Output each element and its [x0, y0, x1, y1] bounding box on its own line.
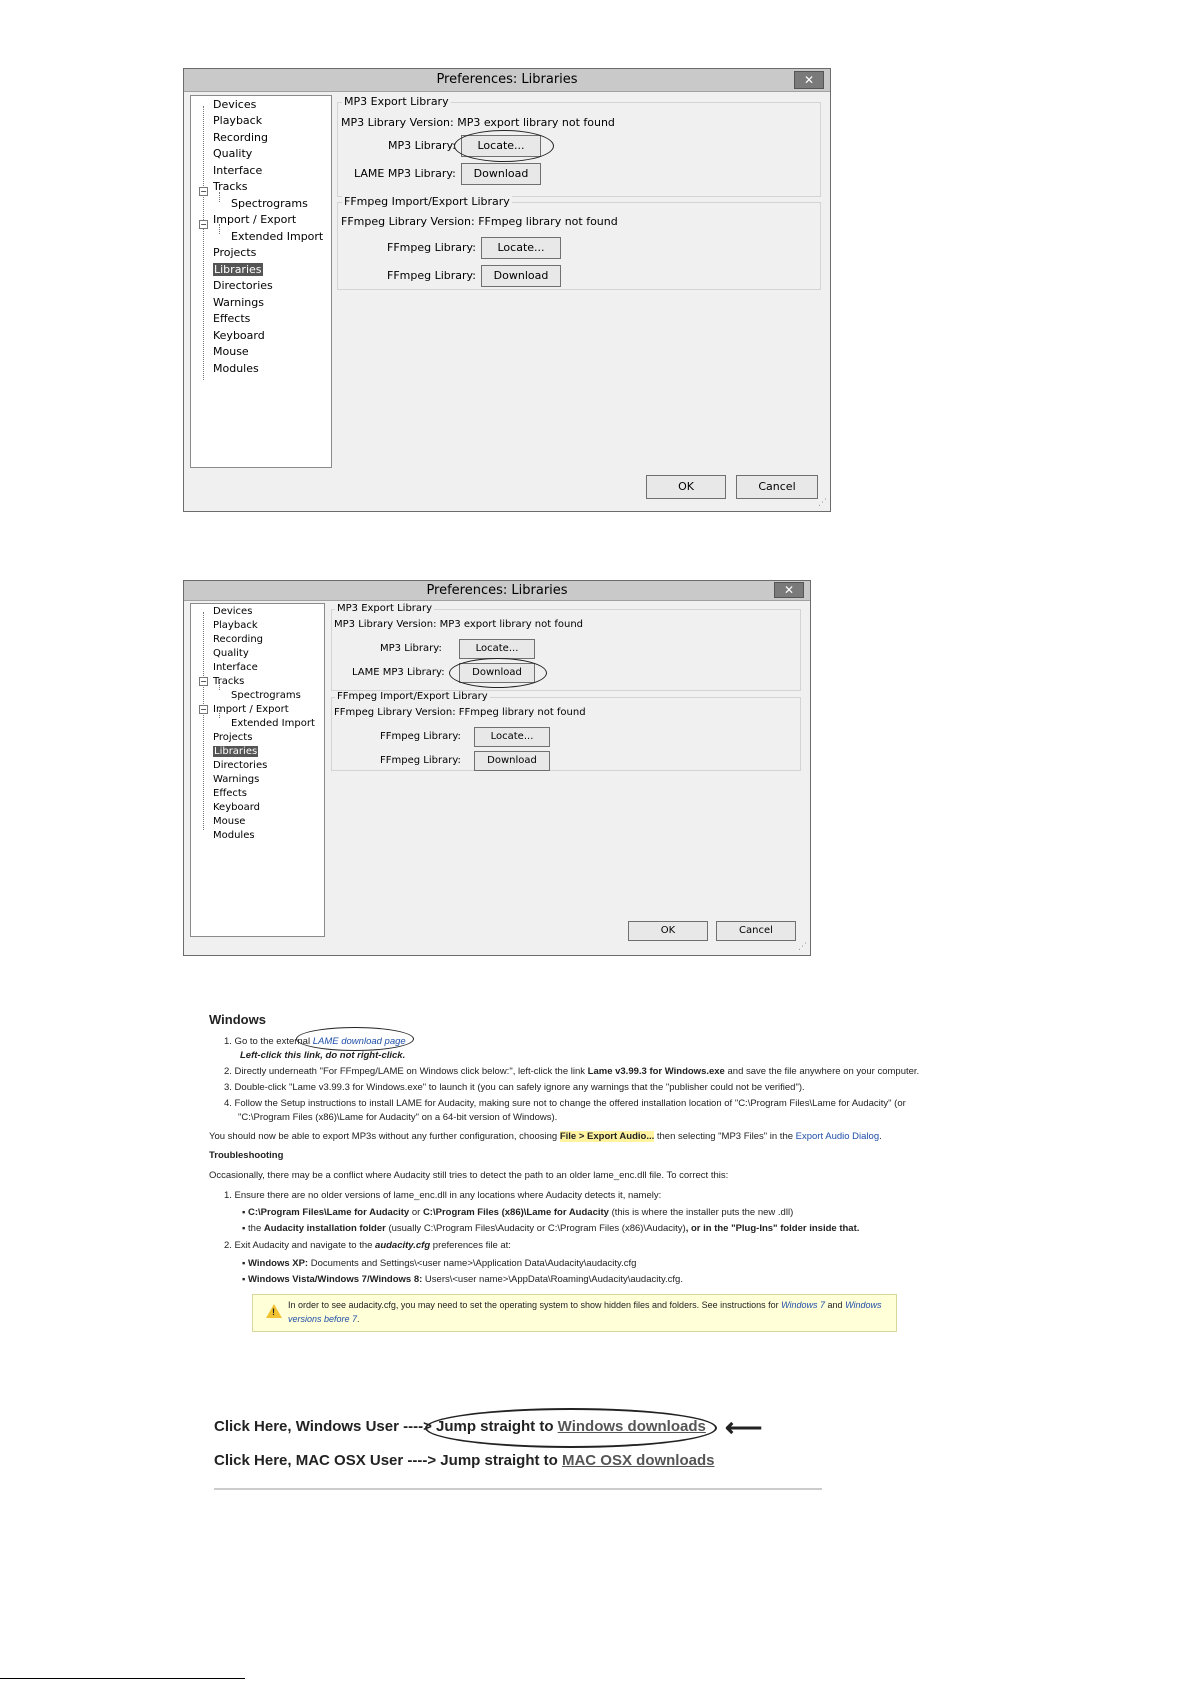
arrow-icon: ⟵ [725, 1412, 763, 1442]
warning-exclamation: ! [272, 1307, 275, 1317]
dialog-title: Preferences: Libraries [436, 72, 578, 87]
mac-jump-line: Click Here, MAC OSX User ----> Jump straight to MAC OSX downloads [214, 1452, 715, 1469]
tree-item-effects[interactable]: Effects [213, 788, 247, 799]
resize-grip-icon[interactable]: ⋰ [818, 498, 827, 508]
ffmpeg-locate-button[interactable]: Locate... [481, 237, 561, 259]
tree-item-mouse[interactable]: Mouse [213, 345, 249, 358]
lame-download-button[interactable]: Download [461, 163, 541, 185]
lame-library-label: LAME MP3 Library: [354, 167, 456, 180]
tree-item-tracks[interactable]: Tracks [213, 676, 245, 687]
preferences-dialog-1 [183, 68, 831, 512]
ffmpeg-group-title: FFmpeg Import/Export Library [344, 195, 510, 208]
windows-link[interactable]: Windows [845, 1300, 882, 1310]
ffmpeg-version-text: FFmpeg Library Version: FFmpeg library not found [341, 215, 618, 228]
tree-item-modules[interactable]: Modules [213, 362, 259, 375]
highlight-circle [449, 658, 547, 688]
lame-library-label: LAME MP3 Library: [352, 667, 445, 678]
tree-item-modules[interactable]: Modules [213, 830, 255, 841]
ffmpeg-library-label-2: FFmpeg Library: [380, 755, 461, 766]
preferences-tree [190, 95, 332, 468]
ffmpeg-locate-button[interactable]: Locate... [474, 727, 550, 747]
mp3-version-text: MP3 Library Version: MP3 export library not found [341, 116, 615, 129]
trouble-step-2: 2. Exit Audacity and navigate to the audacity.cfg preferences file at: [224, 1240, 511, 1251]
windows-jump-line: Click Here, Windows User ----> Jump straight to Windows downloads [214, 1418, 706, 1435]
tree-item-devices[interactable]: Devices [213, 98, 257, 111]
windows7-link[interactable]: Windows 7 [781, 1300, 826, 1310]
highlight-circle [296, 1027, 414, 1051]
tree-item-projects[interactable]: Projects [213, 246, 257, 259]
export-note: You should now be able to export MP3s without any further configuration, choosing File > Export Audio... then selecting "MP3 Files" in the Export Audio Dialog. [209, 1131, 882, 1142]
warning-text: In order to see audacity.cfg, you may need to set the operating system to show hidden files and folders. See instructions for Windows 7 and Windows [288, 1300, 882, 1310]
divider [214, 1488, 822, 1490]
tree-item-warnings[interactable]: Warnings [213, 774, 260, 785]
footnote-rule [0, 1678, 245, 1679]
tree-item-devices[interactable]: Devices [213, 606, 253, 617]
resize-grip-icon[interactable]: ⋰ [798, 942, 807, 952]
troubleshooting-heading: Troubleshooting [209, 1150, 284, 1161]
tree-item-quality[interactable]: Quality [213, 147, 253, 160]
ffmpeg-download-button[interactable]: Download [474, 751, 550, 771]
tree-item-interface[interactable]: Interface [213, 662, 258, 673]
tree-item-quality[interactable]: Quality [213, 648, 249, 659]
mp3-library-label: MP3 Library: [388, 139, 456, 152]
troubleshooting-text: Occasionally, there may be a conflict where Audacity still tries to detect the path to an older lame_enc.dll file. To correct this: [209, 1170, 729, 1181]
tree-item-import-export[interactable]: Import / Export [213, 213, 297, 226]
ffmpeg-download-button[interactable]: Download [481, 265, 561, 287]
step-3: 3. Double-click "Lame v3.99.3 for Windows.exe" to launch it (you can safely ignore any warnings that the "publisher could not be verified"). [224, 1082, 805, 1093]
ffmpeg-library-label: FFmpeg Library: [387, 241, 476, 254]
cancel-button[interactable]: Cancel [716, 921, 796, 941]
tree-item-playback[interactable]: Playback [213, 114, 263, 127]
tree-item-recording[interactable]: Recording [213, 131, 269, 144]
mp3-locate-button[interactable]: Locate... [459, 639, 535, 659]
step-4: 4. Follow the Setup instructions to install LAME for Audacity, making sure not to change the offered installation location of "C:\Program Files\Lame for Audacity" (or [224, 1098, 906, 1109]
ffmpeg-group-title: FFmpeg Import/Export Library [337, 691, 488, 702]
collapse-import-export-icon[interactable]: − [200, 220, 207, 229]
step-1-note: Left-click this link, do not right-click. [240, 1050, 406, 1061]
tree-item-directories[interactable]: Directories [213, 760, 268, 771]
ffmpeg-version-text: FFmpeg Library Version: FFmpeg library not found [334, 707, 586, 718]
ok-button[interactable]: OK [628, 921, 708, 941]
dialog-title: Preferences: Libraries [426, 583, 568, 598]
tree-item-playback[interactable]: Playback [213, 620, 258, 631]
cancel-button[interactable]: Cancel [736, 475, 818, 499]
tree-connector [203, 106, 204, 380]
versions-before-7-link[interactable]: versions before 7 [288, 1314, 358, 1324]
tree-item-libraries[interactable]: Libraries [214, 263, 262, 276]
ok-button[interactable]: OK [646, 475, 726, 499]
mp3-locate-button[interactable]: Locate... [461, 135, 541, 157]
mp3-group-title: MP3 Export Library [344, 95, 449, 108]
tree-item-mouse[interactable]: Mouse [213, 816, 246, 827]
ffmpeg-library-label: FFmpeg Library: [380, 731, 461, 742]
tree-item-interface[interactable]: Interface [213, 164, 263, 177]
tree-item-spectrograms[interactable]: Spectrograms [231, 690, 301, 701]
lame-download-link[interactable]: LAME download page [312, 1036, 406, 1047]
tree-connector [203, 612, 204, 830]
tree-connector [219, 192, 220, 202]
tree-item-recording[interactable]: Recording [213, 634, 264, 645]
mp3-library-label: MP3 Library: [380, 643, 442, 654]
tree-item-keyboard[interactable]: Keyboard [213, 802, 261, 813]
collapse-tracks-icon[interactable]: − [200, 187, 207, 196]
title-bar [184, 581, 810, 601]
tree-item-import-export[interactable]: Import / Export [213, 704, 289, 715]
trouble-step-2b: ▪ Windows Vista/Windows 7/Windows 8: Users\<user name>\AppData\Roaming\Audacity\audacity.cfg. [242, 1274, 683, 1285]
lame-download-button[interactable]: Download [459, 663, 535, 683]
tree-item-extended-import[interactable]: Extended Import [231, 718, 315, 729]
tree-item-tracks[interactable]: Tracks [213, 180, 248, 193]
step-4-cont: "C:\Program Files (x86)\Lame for Audacity" on a 64-bit version of Windows). [238, 1112, 558, 1123]
highlight-circle [454, 130, 554, 162]
trouble-step-1a: ▪ C:\Program Files\Lame for Audacity or C:\Program Files (x86)\Lame for Audacity (this is where the installer puts the new .dll) [242, 1207, 794, 1218]
step-1: 1. Go to the external LAME download page [224, 1036, 406, 1047]
trouble-step-1b: ▪ the Audacity installation folder (usually C:\Program Files\Audacity or C:\Program Files (x86)\Audacity), or in the "Plug-Ins" folder inside that. [242, 1223, 860, 1234]
tree-item-directories[interactable]: Directories [213, 279, 273, 292]
step-2: 2. Directly underneath "For FFmpeg/LAME on Windows click below:", left-click the link Lame v3.99.3 for Windows.exe and save the file anywhere on your computer. [224, 1066, 920, 1077]
tree-item-effects[interactable]: Effects [213, 312, 251, 325]
highlight-circle [425, 1408, 717, 1448]
mac-downloads-link[interactable]: MAC OSX downloads [561, 1452, 715, 1469]
collapse-import-export-icon[interactable]: − [200, 705, 207, 714]
tree-item-projects[interactable]: Projects [213, 732, 253, 743]
collapse-tracks-icon[interactable]: − [200, 677, 207, 686]
title-bar [184, 69, 830, 92]
mp3-group-title: MP3 Export Library [337, 603, 433, 614]
preferences-dialog-2 [183, 580, 811, 956]
trouble-step-1: 1. Ensure there are no older versions of lame_enc.dll in any locations where Audacity detects it, namely: [224, 1190, 662, 1201]
tree-item-keyboard[interactable]: Keyboard [213, 329, 265, 342]
section-heading: Windows [209, 1012, 266, 1027]
export-audio-dialog-link[interactable]: Export Audio Dialog [795, 1131, 880, 1142]
tree-item-spectrograms[interactable]: Spectrograms [231, 197, 308, 210]
windows-downloads-link[interactable]: Windows downloads [557, 1418, 706, 1435]
tree-item-libraries[interactable]: Libraries [214, 746, 258, 757]
preferences-tree [190, 603, 325, 937]
ffmpeg-library-label-2: FFmpeg Library: [387, 269, 476, 282]
close-button[interactable]: ✕ [774, 582, 804, 598]
mp3-version-text: MP3 Library Version: MP3 export library not found [334, 619, 584, 630]
warning-text-cont: versions before 7. [288, 1314, 360, 1324]
tree-item-warnings[interactable]: Warnings [213, 296, 264, 309]
tree-item-extended-import[interactable]: Extended Import [231, 230, 324, 243]
close-button[interactable]: ✕ [794, 71, 824, 89]
trouble-step-2a: ▪ Windows XP: Documents and Settings\<user name>\Application Data\Audacity\audacity.cfg [242, 1258, 637, 1269]
